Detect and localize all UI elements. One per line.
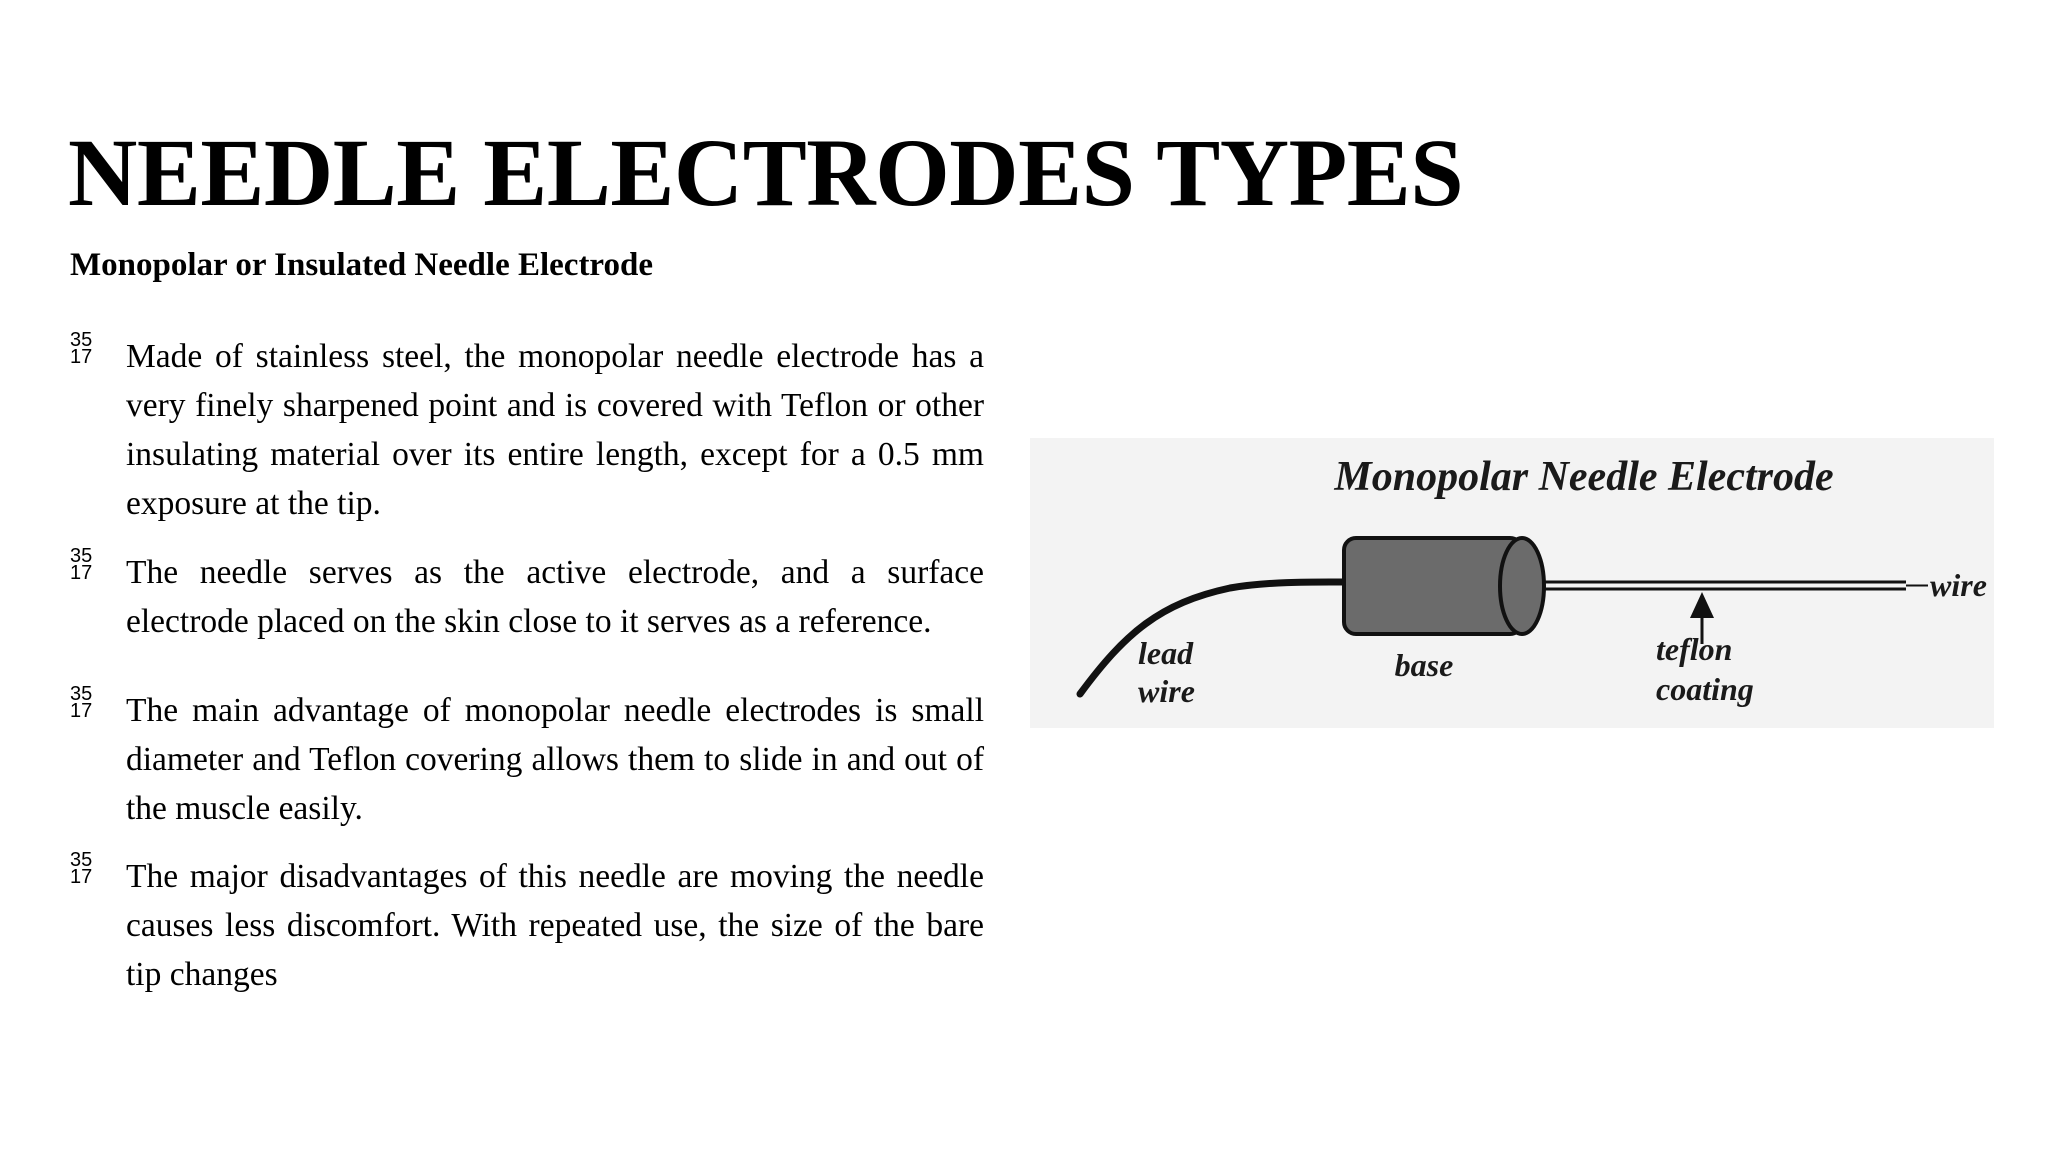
bullet-marker: 35 17 [70, 329, 93, 368]
bullet-marker: 35 17 [70, 545, 93, 584]
bullet-text: The needle serves as the active electrode, and a surface electrode placed on the skin close to it serves as a reference. [126, 554, 984, 640]
wire-label: wire [1930, 567, 1987, 603]
teflon-label: teflon [1656, 631, 1733, 667]
bullet-text: The major disadvantages of this needle are moving the needle causes less discomfort. With repeated use, the size of the bare tip changes [126, 858, 984, 993]
slide-title: NEEDLE ELECTRODES TYPES [68, 119, 1464, 226]
lead-label: lead [1138, 635, 1194, 671]
teflon-arrow-head [1690, 592, 1714, 618]
lead-wire-label: wire [1138, 673, 1195, 709]
base-label: base [1394, 647, 1454, 683]
coating-label: coating [1656, 671, 1754, 707]
base-cylinder [1344, 538, 1522, 634]
slide-subtitle: Monopolar or Insulated Needle Electrode [70, 247, 653, 283]
electrode-diagram-svg [1030, 438, 1994, 728]
diagram-title: Monopolar Needle Electrode [1334, 454, 1834, 500]
electrode-diagram [1030, 438, 1994, 728]
bullet-marker: 35 17 [70, 683, 93, 722]
bullet-text: Made of stainless steel, the monopolar needle electrode has a very finely sharpened point and is covered with Teflon or other insulating material over its entire length, except for a 0.5 mm exposure at the tip. [126, 338, 984, 522]
base-cylinder-end [1500, 538, 1544, 634]
bullet-marker: 35 17 [70, 849, 93, 888]
lead-wire-line [1080, 582, 1348, 694]
bullet-text: The main advantage of monopolar needle electrodes is small diameter and Teflon covering allows them to slide in and out of the muscle easily. [126, 692, 984, 827]
